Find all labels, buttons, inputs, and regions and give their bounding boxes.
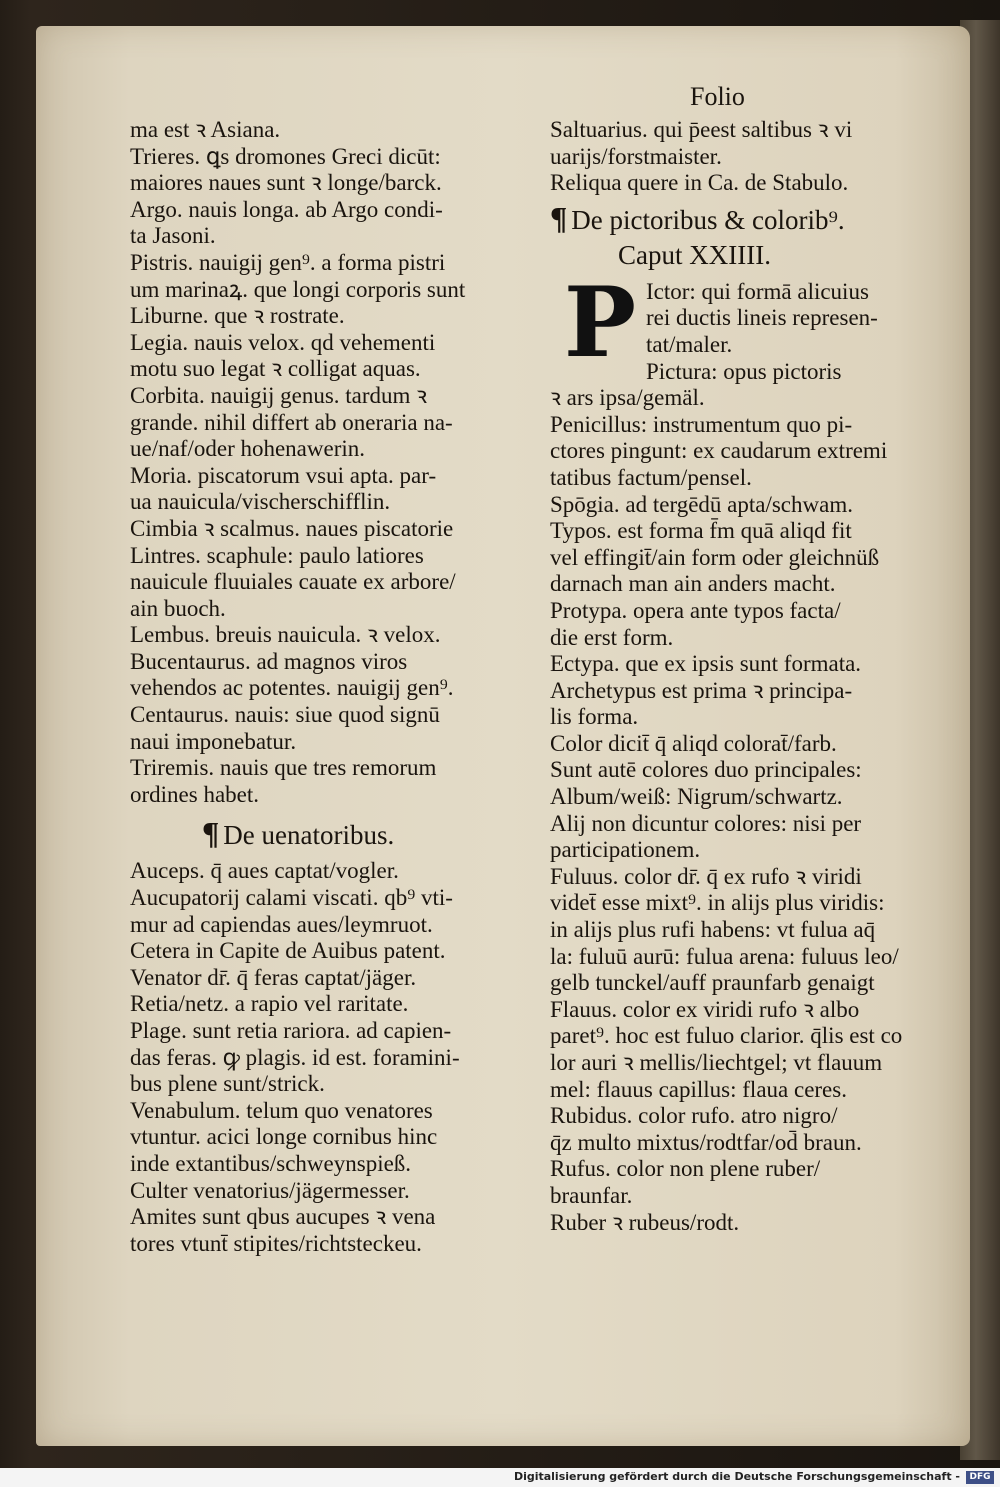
- text-line: ctores pingunt: ex caudarum extremi: [550, 438, 888, 464]
- right-text-block-b: [550, 385, 940, 1236]
- text-line: ꝛ ars ipsa/gemäl.: [550, 385, 705, 411]
- text-line: Ectypa. que ex ipsis sunt formata.: [550, 651, 862, 677]
- text-line: mel: flauus capillus: flaua ceres.: [550, 1076, 847, 1102]
- text-line: lis forma.: [550, 704, 639, 730]
- text-line: Protypa. opera ante typos facta/: [550, 597, 841, 623]
- text-line: Reliqua quere in Ca. de Stabulo.: [550, 170, 849, 196]
- folio-header: Folio: [690, 82, 745, 111]
- text-line: q̄z multo mixtus/rodtfar/od̄ braun.: [550, 1129, 862, 1155]
- text-line: Bucentaurus. ad magnos viros: [130, 648, 408, 674]
- text-line: Legia. nauis velox. qd vehementi: [130, 329, 436, 355]
- text-line: Corbita. nauigij genus. tardum ꝛ: [130, 382, 428, 408]
- text-line: Triremis. nauis que tres remorum: [130, 755, 437, 781]
- text-line: naui imponebatur.: [130, 728, 297, 754]
- text-line: Sunt autē colores duo principales:: [550, 757, 862, 783]
- text-line: vehendos ac potentes. nauigij gen⁹.: [130, 675, 454, 701]
- text-line: maiores naues sunt ꝛ longe/barck.: [130, 170, 442, 196]
- text-line: Alij non dicuntur colores: nisi per: [550, 810, 862, 836]
- text-line: Venabulum. telum quo venatores: [130, 1097, 433, 1123]
- text-line: mur ad capiendas aues/leymruot.: [130, 911, 433, 937]
- text-line: Ictor: qui formā alicuius: [646, 278, 869, 304]
- text-line: braunfar.: [550, 1182, 633, 1208]
- text-line: tat/maler.: [646, 331, 733, 357]
- right-column: [550, 117, 940, 1236]
- pilcrow-icon: ¶: [202, 815, 220, 852]
- text-line: Saltuarius. qui p̄eest saltibus ꝛ vi: [550, 117, 853, 142]
- text-line: Album/weiß: Nigrum/schwartz.: [550, 784, 843, 810]
- text-line: nauicule fluuiales cauate ex arbore/: [130, 569, 456, 595]
- text-line: vel effingit̄/ain form oder gleichnüß: [550, 544, 880, 570]
- text-line: Argo. nauis longa. ab Argo condi-: [130, 196, 443, 222]
- text-line: Color dicit̄ q̄ aliqd colorat̄/farb.: [550, 730, 837, 756]
- text-line: Pistris. nauigij gen⁹. a forma pistri: [130, 249, 446, 275]
- text-line: in alijs plus rufi habens: vt fulua aq̄: [550, 917, 876, 943]
- text-line: gelb tunckel/auff praunfarb genaigt: [550, 970, 875, 996]
- text-line: das feras. ꝙ plagis. id est. foramini-: [130, 1044, 460, 1070]
- text-line: rei ductis lineis represen-: [646, 305, 878, 331]
- text-line: Penicillus: instrumentum quo pi-: [550, 411, 853, 437]
- text-line: Aucupatorij calami viscati. qb⁹ vti-: [130, 885, 453, 911]
- text-line: Cetera in Capite de Auibus patent.: [130, 938, 446, 964]
- text-line: paret⁹. hoc est fuluo clarior. q̄lis est co: [550, 1023, 903, 1049]
- text-line: ain buoch.: [130, 595, 226, 621]
- text-line: Rubidus. color rufo. atro nigro/: [550, 1103, 838, 1129]
- text-line: Fuluus. color dr̄. q̄ ex rufo ꝛ viridi: [550, 863, 862, 889]
- left-text-block-b: [130, 858, 530, 1257]
- text-line: Spōgia. ad tergēdū apta/schwam.: [550, 491, 853, 517]
- text-line: uarijs/forstmaister.: [550, 143, 722, 169]
- left-column: [130, 117, 530, 1257]
- text-line: Retia/netz. a rapio vel raritate.: [130, 991, 409, 1017]
- text-line: darnach man ain anders macht.: [550, 571, 836, 597]
- text-line: Lembus. breuis nauicula. ꝛ velox.: [130, 622, 441, 648]
- text-line: Venator dr̄. q̄ feras captat/jäger.: [130, 964, 417, 990]
- text-line: die erst form.: [550, 624, 674, 650]
- text-line: videt̄ esse mixt⁹. in alijs plus viridis:: [550, 890, 885, 916]
- text-line: motu suo legat ꝛ colligat aquas.: [130, 356, 421, 382]
- text-line: Auceps. q̄ aues captat/vogler.: [130, 858, 399, 884]
- text-line: Archetypus est prima ꝛ principa-: [550, 677, 853, 703]
- text-line: Flauus. color ex viridi rufo ꝛ albo: [550, 996, 860, 1022]
- drop-cap-initial: P: [563, 265, 637, 379]
- text-line: la: fuluū aurū: fulua arena: fuluus leo/: [550, 943, 899, 969]
- text-line: Plage. sunt retia rariora. ad capien-: [130, 1018, 452, 1043]
- text-line: Moria. piscatorum vsui apta. par-: [130, 462, 437, 488]
- text-line: Ruber ꝛ rubeus/rodt.: [550, 1209, 740, 1235]
- text-line: Centaurus. nauis: siue quod signū: [130, 702, 440, 728]
- chapter-number: Caput XXIIII.: [618, 239, 771, 270]
- text-line: vtuntur. acici longe cornibus hinc: [130, 1124, 438, 1150]
- footer-credit: Digitalisierung gefördert durch die Deutsche Forschungsgemeinschaft -: [513, 1470, 960, 1483]
- dfg-logo: DFG: [966, 1471, 994, 1484]
- text-line: grande. nihil differt ab oneraria na-: [130, 409, 453, 435]
- footer-bar: [0, 1468, 1000, 1487]
- heading-text: De uenatoribus.: [223, 820, 395, 851]
- text-line: Amites sunt qbus aucupes ꝛ vena: [130, 1204, 436, 1230]
- text-line: ue/naf/oder hohenawerin.: [130, 436, 366, 462]
- pilcrow-icon: ¶: [550, 199, 568, 236]
- text-line: tatibus factum/pensel.: [550, 464, 752, 490]
- text-line: Liburne. que ꝛ rostrate.: [130, 303, 345, 329]
- text-line: Rufus. color non plene ruber/: [550, 1156, 821, 1182]
- text-line: Trieres. ꝗs dromones Greci dicūt:: [130, 143, 441, 169]
- text-line: inde extantibus/schweynspieß.: [130, 1150, 412, 1176]
- section-heading-venatores: [130, 815, 530, 852]
- text-line: ta Jasoni.: [130, 223, 216, 249]
- right-text-block-a: [550, 117, 940, 197]
- text-line: Lintres. scaphule: paulo latiores: [130, 542, 424, 568]
- text-line: ua nauicula/vischerschifflin.: [130, 489, 391, 515]
- chapter-title: De pictoribus & colorib⁹.: [571, 204, 845, 235]
- text-line: tores vtunt̄ stipites/richtsteckeu.: [130, 1230, 422, 1256]
- text-line: ordines habet.: [130, 781, 260, 807]
- text-line: lor auri ꝛ mellis/liechtgel; vt flauum: [550, 1050, 883, 1075]
- text-line: um marinaꝝ. que longi corporis sunt: [130, 276, 466, 302]
- text-line: Pictura: opus pictoris: [646, 358, 842, 384]
- text-line: Typos. est forma f̄m quā aliqd fit: [550, 518, 852, 544]
- text-line: Culter venatorius/jägermesser.: [130, 1177, 410, 1203]
- left-text-block-a: [130, 117, 530, 808]
- text-line: Cimbia ꝛ scalmus. naues piscatorie: [130, 515, 454, 541]
- chapter-heading: [550, 199, 940, 236]
- text-line: participationem.: [550, 837, 701, 863]
- text-line: ma est ꝛ Asiana.: [130, 117, 281, 142]
- initial-paragraph: [550, 265, 940, 385]
- text-line: bus plene sunt/strick.: [130, 1071, 325, 1097]
